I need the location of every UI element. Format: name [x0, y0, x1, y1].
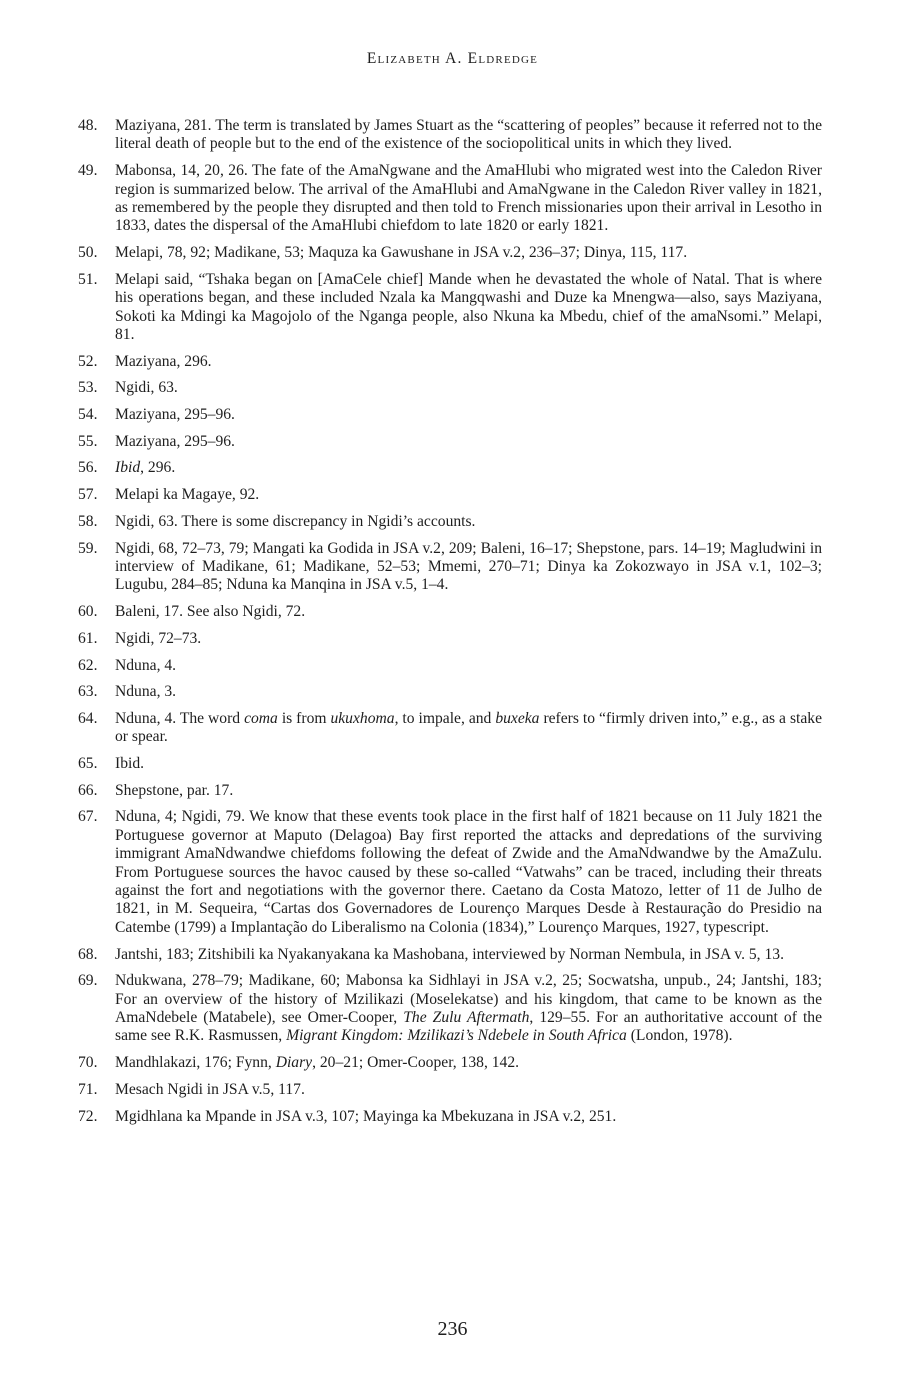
endnote-text: , 129–55. For an authoritative account of the same see R.K. Rasmussen,	[115, 1009, 822, 1045]
endnote-text: , 20–21; Omer-Cooper, 138, 142.	[312, 1054, 520, 1072]
endnote	[78, 1108, 822, 1126]
endnote-number: 55.	[78, 432, 98, 450]
endnote-number: 56.	[78, 459, 98, 477]
endnote	[78, 540, 822, 595]
endnote-number: 62.	[78, 656, 98, 674]
endnote-text: is from	[277, 709, 331, 727]
endnote-text: Mesach Ngidi in JSA v.5, 117.	[115, 1080, 305, 1098]
endnote-number: 58.	[78, 512, 98, 530]
endnote-italic-text: Diary	[275, 1054, 313, 1072]
endnote-text: Ndukwana, 278–79; Madikane, 60; Mabonsa ka Sidhlayi in JSA v.2, 25; Socwatsha, unpub., 24; Jantshi, 183; For an overview of the history of Mzilikazi (Moselekatse) and his kingdom, that came to be known as the AmaNdebele (Matabele), see Omer-Cooper,	[115, 972, 822, 1027]
endnote	[78, 972, 822, 1046]
endnote-italic-text: buxeka	[495, 709, 540, 727]
endnote-number: 61.	[78, 629, 98, 647]
endnote-text: Nduna, 4.	[115, 656, 177, 674]
endnote-text: Jantshi, 183; Zitshibili ka Nyakanyakana ka Mashobana, interviewed by Norman Nembula, in JSA v. 5, 13.	[115, 945, 784, 963]
endnote	[78, 1081, 822, 1099]
endnote-text: Nduna, 4. The word	[115, 709, 245, 727]
endnote-number: 64.	[78, 709, 98, 727]
endnote-text: Ngidi, 63. There is some discrepancy in Ngidi’s accounts.	[115, 512, 476, 530]
endnote-italic-text: ukuxhoma	[330, 709, 395, 727]
endnote	[78, 379, 822, 397]
endnote-italic-text: coma	[244, 709, 278, 727]
endnote	[78, 755, 822, 773]
endnote-number: 72.	[78, 1107, 98, 1125]
page-number: 236	[437, 1318, 468, 1340]
endnote-text: Maziyana, 295–96.	[115, 406, 235, 424]
endnote	[78, 782, 822, 800]
endnote-text: Baleni, 17. See also Ngidi, 72.	[115, 603, 306, 621]
endnote	[78, 162, 822, 236]
endnote-text: Melapi ka Magaye, 92.	[115, 486, 260, 504]
endnote-number: 53.	[78, 379, 98, 397]
endnote-italic-text: Ibid	[115, 459, 141, 477]
endnote-text: Maziyana, 295–96.	[115, 432, 235, 450]
endnote-number: 49.	[78, 162, 98, 180]
endnote-text: , to impale, and	[394, 709, 496, 727]
endnote-number: 66.	[78, 781, 98, 799]
running-head: Elizabeth A. Eldredge	[366, 50, 539, 67]
endnote	[78, 244, 822, 262]
endnote-text: Maziyana, 281. The term is translated by James Stuart as the “scattering of peoples” because it referred not to the literal death of people but to the end of the existence of the sociopolitical units in which they lived.	[115, 117, 822, 153]
endnote-text: Ngidi, 63.	[115, 379, 178, 397]
endnote-number: 71.	[78, 1080, 98, 1098]
endnote	[78, 603, 822, 621]
endnote-text: Mgidhlana ka Mpande in JSA v.3, 107; Mayinga ka Mbekuzana in JSA v.2, 251.	[115, 1107, 617, 1125]
endnote-text: Mabonsa, 14, 20, 26. The fate of the AmaNgwane and the AmaHlubi who migrated west into the Caledon River region is summarized below. The arrival of the AmaHlubi and AmaNgwane in the Caledon River valley in 1821, as remembered by the people they disrupted and then told to French missionaries upon their arrival in Lesotho in 1833, dates the dispersal of the AmaHlubi chiefdom to late 1820 or early 1821.	[115, 162, 822, 235]
endnote	[78, 406, 822, 424]
endnote	[78, 513, 822, 531]
endnote-number: 65.	[78, 755, 98, 773]
endnote	[78, 946, 822, 964]
endnote	[78, 433, 822, 451]
endnote	[78, 1054, 822, 1072]
endnote	[78, 630, 822, 648]
endnote	[78, 117, 822, 154]
endnote-text: Maziyana, 296.	[115, 352, 212, 370]
endnote	[78, 459, 822, 477]
endnote-text: Nduna, 3.	[115, 683, 177, 701]
endnote-number: 69.	[78, 972, 98, 990]
endnote-italic-text: Migrant Kingdom: Mzilikazi’s Ndebele in South Africa	[286, 1027, 627, 1045]
endnote-text: Ngidi, 72–73.	[115, 629, 202, 647]
endnote-number: 70.	[78, 1054, 98, 1072]
endnote-number: 48.	[78, 117, 98, 134]
endnote-number: 67.	[78, 808, 98, 826]
endnote	[78, 710, 822, 747]
endnote-number: 52.	[78, 352, 98, 370]
endnote-italic-text: The Zulu Aftermath	[403, 1009, 530, 1027]
endnote-text: Shepstone, par. 17.	[115, 781, 234, 799]
endnote-text: Mandhlakazi, 176; Fynn,	[115, 1054, 276, 1072]
endnote-text: Nduna, 4; Ngidi, 79. We know that these events took place in the first half of 1821 because on 11 July 1821 the Portuguese governor at Maputo (Delagoa) Bay first reported the attacks and depredations of the surviving immigrant AmaNdwandwe chiefdoms following the defeat of Zwide and the AmaNdwandwe by the AmaZulu. From Portuguese sources the havoc caused by these so-called “Vatwahs” can be traced, including their threats against the fort and negotiations with the governor there. Caetano da Costa Matozo, letter of 11 de Julho de 1821, in M. Sequeira, “Cartas dos Governadores de Lourenço Marques Desde à Restauração do Presidio na Catembe (1799) a Implantação do Liberalismo na Colonia (1834),” Lourenço Marques, 1927, typescript.	[115, 808, 822, 936]
endnote	[78, 353, 822, 371]
endnote-number: 51.	[78, 270, 98, 288]
endnote-number: 68.	[78, 945, 98, 963]
endnote-text: Melapi said, “Tshaka began on [AmaCele chief] Mande when he devastated the whole of Natal. That is where his operations began, and these included Nzala ka Mangqwashi and Duze ka Mnengwa—also, says Maziyana, Sokoti ka Mdingi ka Magojolo of the Nganga people, also Nkuna ka Mbedu, chief of the amaNsomi.” Melapi, 81.	[115, 270, 822, 343]
endnote-number: 60.	[78, 603, 98, 621]
endnote	[78, 808, 822, 937]
endnote-number: 54.	[78, 406, 98, 424]
endnote-number: 50.	[78, 244, 98, 262]
endnote	[78, 657, 822, 675]
endnote-number: 63.	[78, 683, 98, 701]
endnote	[78, 683, 822, 701]
endnote	[78, 486, 822, 504]
endnote-text: refers to “firmly driven into,” e.g., as a stake or spear.	[115, 709, 822, 746]
endnote-text: , 296.	[140, 459, 176, 477]
endnotes-list	[78, 117, 822, 1134]
endnote-number: 57.	[78, 486, 98, 504]
endnote-text: Melapi, 78, 92; Madikane, 53; Maquza ka Gawushane in JSA v.2, 236–37; Dinya, 115, 117.	[115, 244, 688, 262]
endnote-text: Ibid.	[115, 755, 145, 773]
endnote-text: Ngidi, 68, 72–73, 79; Mangati ka Godida in JSA v.2, 209; Baleni, 16–17; Shepstone, pars. 14–19; Magludwini in interview of Madikane, 61; Madikane, 52–53; Mmemi, 270–71; Dinya ka Zokozwayo in JSA v.1, 102–3; Lugubu, 284–85; Nduna ka Manqina in JSA v.5, 1–4.	[115, 539, 822, 594]
endnote	[78, 271, 822, 345]
endnote-number: 59.	[78, 539, 98, 557]
endnote-text: (London, 1978).	[626, 1027, 733, 1045]
